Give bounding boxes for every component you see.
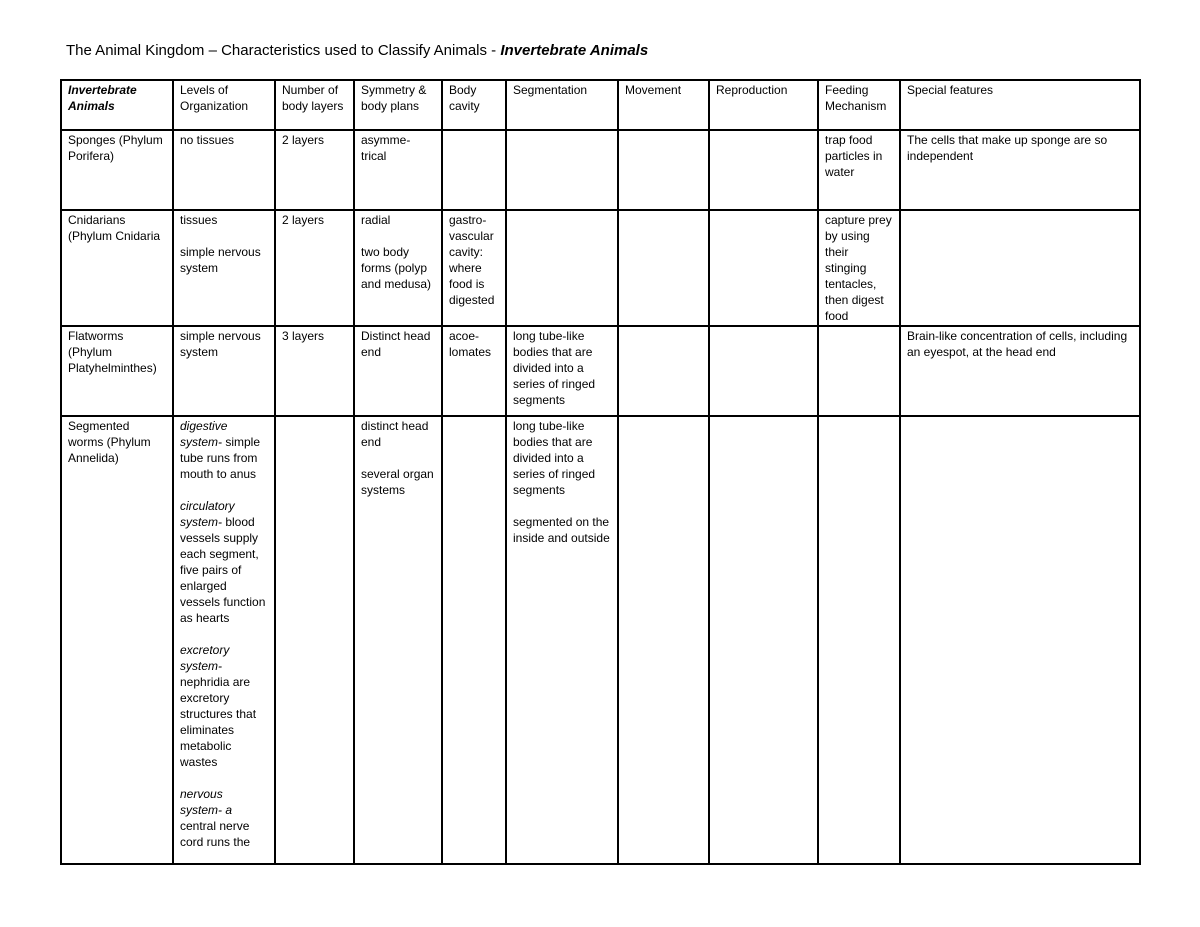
spacer <box>513 498 611 514</box>
segmented-symmetry-line-1: distinct head end <box>361 419 429 449</box>
document-title-emphasis: Invertebrate Animals <box>500 42 649 59</box>
segmented-circulatory-entry <box>180 498 268 626</box>
table-row-segmented-worms <box>61 416 1140 864</box>
document-title-prefix: The Animal Kingdom – Characteristics used to Classify Animals - <box>66 42 501 59</box>
header-cell-layers: Number of body layers <box>275 80 354 130</box>
header-cell-movement: Movement <box>618 80 709 130</box>
cell-segmented-animal: Segmented worms (Phylum Annelida) <box>61 416 173 864</box>
cell-segmented-symmetry <box>354 416 442 864</box>
cell-cnidarians-reproduction <box>709 210 818 326</box>
cell-sponges-symmetry: asymme-trical <box>354 130 442 210</box>
segmented-segmentation-line-1: long tube-like bodies that are divided into a series of ringed segments <box>513 419 596 497</box>
cell-flatworms-feeding <box>818 326 900 416</box>
cell-sponges-feeding: trap food particles in water <box>818 130 900 210</box>
cell-sponges-segmentation <box>506 130 618 210</box>
table-row-cnidarians <box>61 210 1140 326</box>
circulatory-system-term: circulatory system- <box>180 499 235 529</box>
header-cell-feeding: Feeding Mechanism <box>818 80 900 130</box>
header-cell-cavity: Body cavity <box>442 80 506 130</box>
spacer <box>180 228 268 244</box>
digestive-system-text: simple tube runs from mouth to anus <box>180 435 261 481</box>
cell-flatworms-movement <box>618 326 709 416</box>
excretory-system-term: excretory system- <box>180 643 230 673</box>
cell-flatworms-layers: 3 layers <box>275 326 354 416</box>
cell-segmented-layers <box>275 416 354 864</box>
cell-flatworms-special: Brain-like concentration of cells, including an eyespot, at the head end <box>900 326 1140 416</box>
segmented-symmetry-line-2: several organ systems <box>361 467 434 497</box>
cell-flatworms-symmetry: Distinct head end <box>354 326 442 416</box>
cnidarians-organization-line-2: simple nervous system <box>180 245 261 275</box>
header-cell-organization: Levels of Organization <box>173 80 275 130</box>
excretory-system-text: nephridia are excretory structures that eliminates metabolic wastes <box>180 675 257 769</box>
cell-flatworms-segmentation: long tube-like bodies that are divided into a series of ringed segments <box>506 326 618 416</box>
cnidarians-organization-line-1: tissues <box>180 213 218 227</box>
cell-segmented-organization <box>173 416 275 864</box>
cell-segmented-movement <box>618 416 709 864</box>
cell-cnidarians-organization <box>173 210 275 326</box>
segmented-nervous-entry <box>180 786 268 850</box>
cnidarians-symmetry-line-2: two body forms (polyp and medusa) <box>361 245 432 291</box>
cell-sponges-animal: Sponges (Phylum Porifera) <box>61 130 173 210</box>
header-cell-special: Special features <box>900 80 1140 130</box>
cell-sponges-special: The cells that make up sponge are so independent <box>900 130 1140 210</box>
cell-segmented-segmentation <box>506 416 618 864</box>
cnidarians-symmetry-line-1: radial <box>361 213 391 227</box>
cell-flatworms-cavity: acoe-lomates <box>442 326 506 416</box>
cell-cnidarians-segmentation <box>506 210 618 326</box>
segmented-segmentation-line-2: segmented on the inside and outside <box>513 515 610 545</box>
cell-cnidarians-layers: 2 layers <box>275 210 354 326</box>
cell-sponges-layers: 2 layers <box>275 130 354 210</box>
cell-segmented-special <box>900 416 1140 864</box>
cell-segmented-feeding <box>818 416 900 864</box>
header-cell-symmetry: Symmetry & body plans <box>354 80 442 130</box>
nervous-system-term: nervous system- a <box>180 787 233 817</box>
spacer <box>180 770 268 786</box>
spacer <box>361 450 435 466</box>
cell-segmented-cavity <box>442 416 506 864</box>
cell-sponges-cavity <box>442 130 506 210</box>
cell-segmented-reproduction <box>709 416 818 864</box>
cell-flatworms-organization: simple nervous system <box>173 326 275 416</box>
segmented-digestive-entry <box>180 418 268 482</box>
spacer <box>180 482 268 498</box>
cell-sponges-reproduction <box>709 130 818 210</box>
header-cell-segmentation: Segmentation <box>506 80 618 130</box>
header-row <box>61 80 1140 130</box>
segmented-excretory-entry <box>180 642 268 770</box>
cell-cnidarians-special <box>900 210 1140 326</box>
header-cell-animals: Invertebrate Animals <box>61 80 173 130</box>
digestive-system-term: digestive system- <box>180 419 228 449</box>
spacer <box>180 626 268 642</box>
cell-cnidarians-animal: Cnidarians (Phylum Cnidaria <box>61 210 173 326</box>
cell-cnidarians-feeding: capture prey by using their stinging tentacles, then digest food <box>818 210 900 326</box>
table-row-flatworms <box>61 326 1140 416</box>
cell-cnidarians-cavity: gastro-vascular cavity: where food is digested <box>442 210 506 326</box>
cell-sponges-movement <box>618 130 709 210</box>
table-row-sponges <box>61 130 1140 210</box>
cell-cnidarians-symmetry <box>354 210 442 326</box>
cell-flatworms-reproduction <box>709 326 818 416</box>
nervous-system-text: central nerve cord runs the <box>180 819 251 849</box>
cell-sponges-organization: no tissues <box>173 130 275 210</box>
document-title <box>66 42 648 59</box>
circulatory-system-text: blood vessels supply each segment, five pairs of enlarged vessels function as hearts <box>180 515 266 625</box>
cell-flatworms-animal: Flatworms (Phylum Platyhelminthes) <box>61 326 173 416</box>
header-cell-reproduction: Reproduction <box>709 80 818 130</box>
cell-cnidarians-movement <box>618 210 709 326</box>
classification-table <box>60 79 1141 865</box>
spacer <box>361 228 435 244</box>
